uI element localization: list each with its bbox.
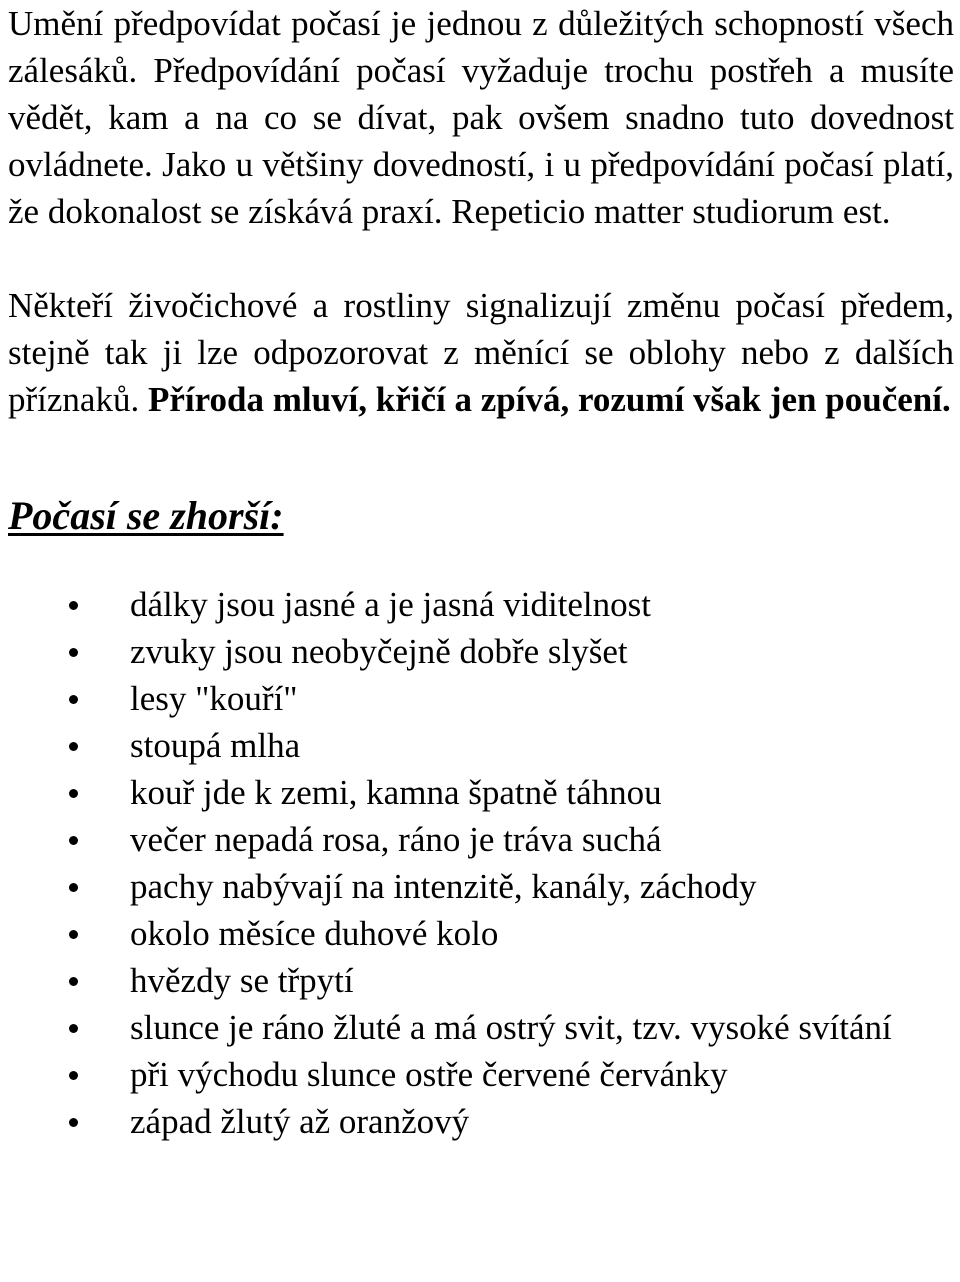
list-item [8,957,954,1004]
bullet-icon [69,836,78,845]
list-item-text: slunce je ráno žluté a má ostrý svit, tzv. vysoké svítání [130,1008,892,1047]
bullet-icon [69,601,78,610]
list-item-text: pachy nabývají na intenzitě, kanály, záchody [130,867,757,906]
bullet-icon [69,883,78,892]
list-item-text: večer nepadá rosa, ráno je tráva suchá [130,820,662,859]
list-item-text: zvuky jsou neobyčejně dobře slyšet [130,632,628,671]
nature-paragraph-emphasis: Příroda mluví, křičí a zpívá, rozumí však jen poučení. [147,380,951,419]
list-item [8,769,954,816]
list-item [8,910,954,957]
list-item-text: stoupá mlha [130,726,301,765]
weather-signs-list [8,581,954,1145]
bullet-icon [69,695,78,704]
list-item-text: při východu slunce ostře červené červánky [130,1055,728,1094]
bullet-icon [69,977,78,986]
list-item-text: západ žlutý až oranžový [130,1102,470,1141]
bullet-icon [69,742,78,751]
list-item-text: hvězdy se třpytí [130,961,354,1000]
bullet-icon [69,1024,78,1033]
nature-paragraph [8,282,954,423]
list-item [8,816,954,863]
list-item [8,581,954,628]
bullet-icon [69,930,78,939]
list-item-text: lesy "kouří" [130,679,298,718]
bullet-icon [69,648,78,657]
list-item [8,863,954,910]
list-item [8,1098,954,1145]
list-item-text: kouř jde k zemi, kamna špatně táhnou [130,773,662,812]
section-heading: Počasí se zhorší: [8,493,284,538]
intro-paragraph: Umění předpovídat počasí je jednou z důležitých schopností všech zálesáků. Předpovídání počasí vyžaduje trochu postřeh a musíte vědět, kam a na co se dívat, pak ovšem snadno tuto dovednost ovládnete. Jako u většiny dovedností, i u předpovídání počasí platí, že dokonalost se získává praxí. Repeticio matter studiorum est. [8,4,954,231]
list-item [8,628,954,675]
list-item [8,1051,954,1098]
nature-paragraph-text: Někteří živočichové a rostliny signalizují změnu počasí předem, stejně tak ji lze odpozorovat z měnící se oblohy nebo z dalších příznaků. [8,286,954,419]
document-page [8,0,954,1145]
list-item [8,722,954,769]
list-item-text: dálky jsou jasné a je jasná viditelnost [130,585,652,624]
bullet-icon [69,1118,78,1127]
list-item-text: okolo měsíce duhové kolo [130,914,499,953]
list-item [8,675,954,722]
bullet-icon [69,789,78,798]
bullet-icon [69,1071,78,1080]
list-item [8,1004,954,1051]
